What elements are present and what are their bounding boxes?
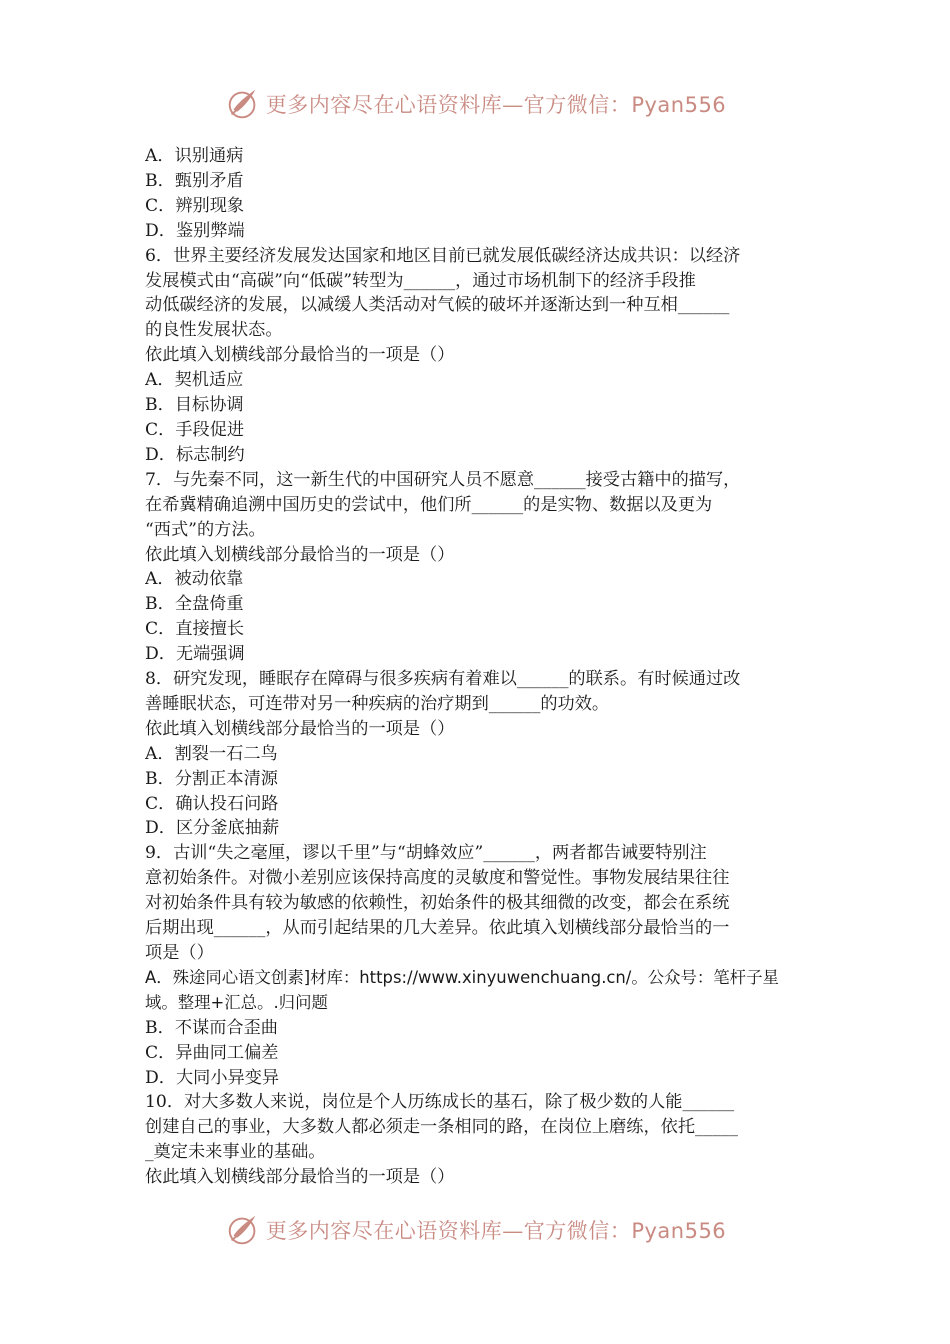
option-line: B．甄别矛盾 bbox=[145, 170, 244, 191]
option-line: A．割裂一石二鸟 bbox=[145, 743, 278, 764]
quill-logo-icon bbox=[224, 85, 262, 123]
question-9-line: 对初始条件具有较为敏感的依赖性，初始条件的极其细微的改变，都会在系统 bbox=[145, 893, 730, 914]
question-9-line: 9．古训“失之毫厘，谬以千里”与“胡蜂效应”______，两者都告诫要特别注 bbox=[145, 843, 707, 864]
option-line: D．标志制约 bbox=[145, 444, 245, 465]
question-9-line: 意初始条件。对微小差别应该保持高度的灵敏度和警觉性。事物发展结果往往 bbox=[145, 868, 730, 889]
question-prompt: 依此填入划横线部分最恰当的一项是（） bbox=[145, 1167, 455, 1188]
question-9-line: 后期出现______，从而引起结果的几大差异。依此填入划横线部分最恰当的一 bbox=[145, 918, 730, 939]
watermark-banner-bottom bbox=[0, 1208, 950, 1252]
option-line: A．殊途同心语文创素]材库：https://www.xinyuwenchuang.cn/。公众号：笔杆子星 bbox=[145, 967, 779, 987]
question-prompt: 依此填入划横线部分最恰当的一项是（） bbox=[145, 718, 455, 739]
question-10-line: 10．对大多数人来说，岗位是个人历练成长的基石，除了极少数的人能______ bbox=[145, 1092, 735, 1113]
watermark-text: 更多内容尽在心语资料库—官方微信：Pyan556 bbox=[265, 93, 727, 117]
question-prompt: 依此填入划横线部分最恰当的一项是（） bbox=[145, 345, 455, 366]
option-line: C．确认投石问路 bbox=[145, 793, 279, 814]
question-8-line: 善睡眠状态，可连带对另一种疾病的治疗期到______的功效。 bbox=[145, 693, 610, 714]
watermark-banner-top bbox=[0, 82, 950, 126]
question-10-line: 创建自己的事业，大多数人都必须走一条相同的路，在岗位上磨练，依托_____ bbox=[145, 1117, 738, 1138]
question-6-line: 发展模式由“高碳”向“低碳”转型为______，通过市场机制下的经济手段推 bbox=[145, 270, 696, 291]
option-line: B．不谋而合歪曲 bbox=[145, 1017, 278, 1038]
option-line: B．全盘倚重 bbox=[145, 594, 244, 615]
option-line: C．直接擅长 bbox=[145, 619, 245, 640]
question-7-line: “西式”的方法。 bbox=[145, 519, 266, 540]
option-line: A．识别通病 bbox=[145, 146, 244, 166]
option-line: C．手段促进 bbox=[145, 419, 245, 440]
question-10-line: _奠定未来事业的基础。 bbox=[145, 1142, 326, 1163]
question-9-line: 项是（） bbox=[145, 943, 214, 963]
question-prompt: 依此填入划横线部分最恰当的一项是（） bbox=[145, 544, 455, 565]
question-7-line: 在希冀精确追溯中国历史的尝试中，他们所______的是实物、数据以及更为 bbox=[145, 494, 713, 515]
option-line: A．被动依靠 bbox=[145, 569, 244, 590]
option-line: D．大同小异变异 bbox=[145, 1067, 280, 1088]
quill-logo-icon bbox=[224, 1211, 262, 1249]
option-line: B．分割正本清源 bbox=[145, 768, 278, 789]
option-line: C．异曲同工偏差 bbox=[145, 1042, 279, 1063]
option-line: B．目标协调 bbox=[145, 395, 244, 416]
watermark-text: 更多内容尽在心语资料库—官方微信：Pyan556 bbox=[265, 1219, 727, 1243]
option-line: D．无端强调 bbox=[145, 644, 245, 665]
option-line: D．区分釜底抽薪 bbox=[145, 818, 280, 839]
question-8-line: 8．研究发现，睡眠存在障碍与很多疾病有着难以______的联系。有时候通过改 bbox=[145, 669, 741, 690]
option-line: D．鉴别弊端 bbox=[145, 220, 245, 241]
question-6-line: 6．世界主要经济发展发达国家和地区目前已就发展低碳经济达成共识：以经济 bbox=[145, 245, 741, 266]
question-6-line: 的良性发展状态。 bbox=[145, 320, 283, 341]
option-line: A．契机适应 bbox=[145, 370, 244, 391]
option-line-continued: 域。整理+汇总。.归问题 bbox=[145, 992, 328, 1012]
option-line: C．辨别现象 bbox=[145, 195, 245, 216]
document-body bbox=[145, 144, 807, 1190]
question-6-line: 动低碳经济的发展，以减缓人类活动对气候的破坏并逐渐达到一种互相______ bbox=[145, 295, 730, 316]
question-7-line: 7．与先秦不同，这一新生代的中国研究人员不愿意______接受古籍中的描写， bbox=[145, 469, 741, 490]
